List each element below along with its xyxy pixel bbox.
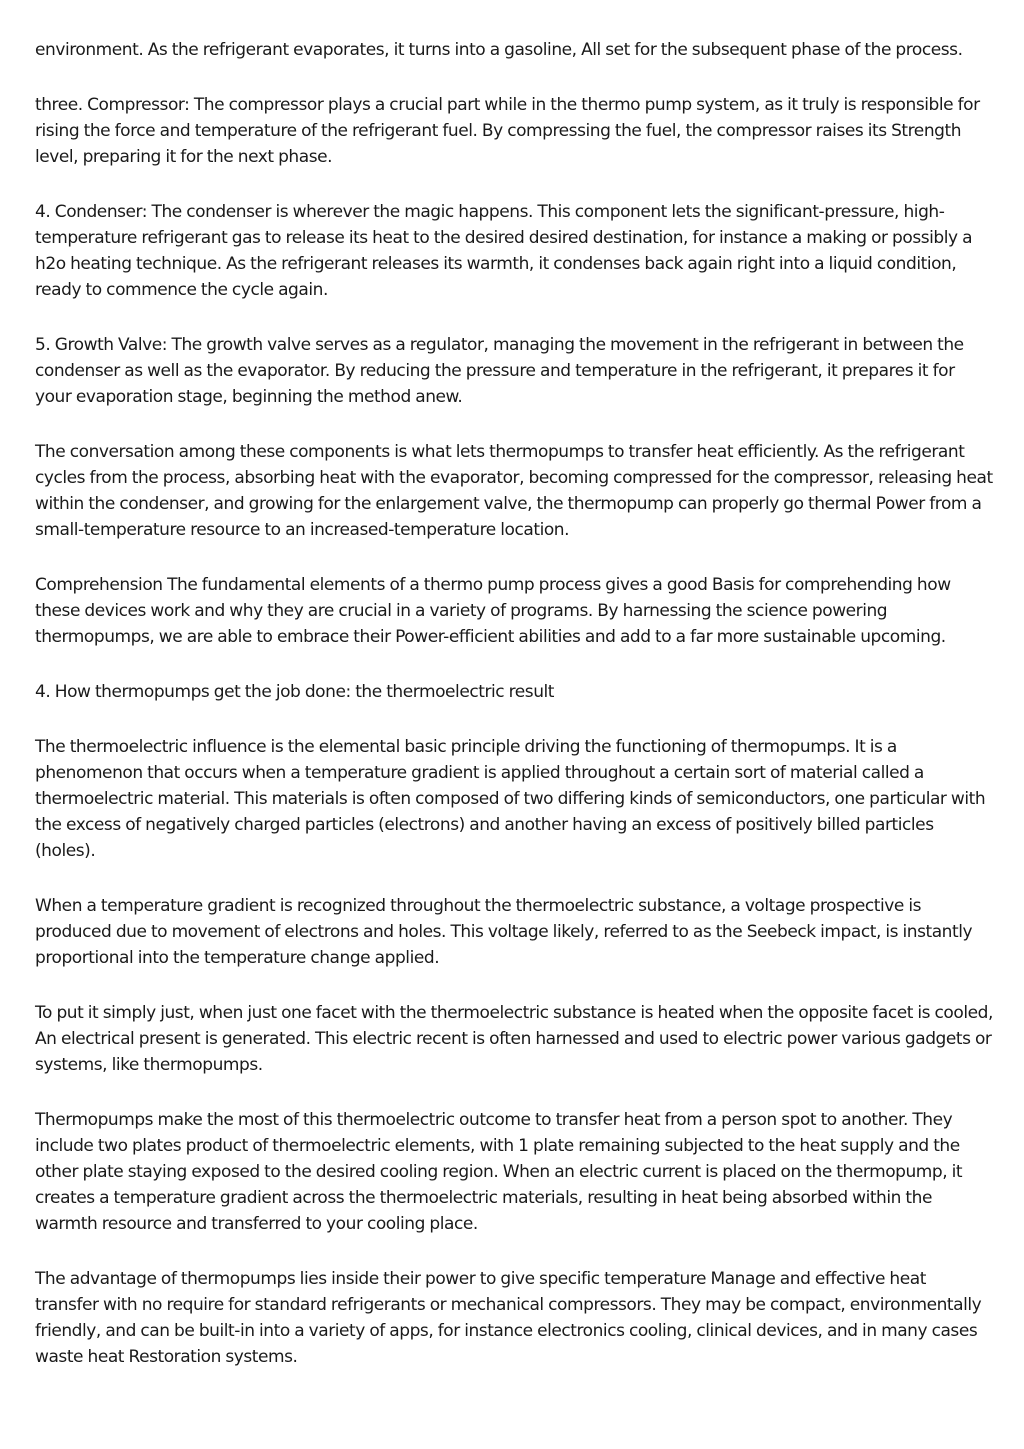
paragraph-simply-put: To put it simply just, when just one facet with the thermoelectric substance is heated when the opposite facet is cooled, An electrical present is generated. This electric recent is often harnessed and used to electric power various gadgets or systems, like thermopumps. xyxy=(35,1003,993,1075)
paragraph-thermopump-plates: Thermopumps make the most of this thermoelectric outcome to transfer heat from a person spot to another. They include two plates product of thermoelectric elements, with 1 plate remaining subjected to the heat supply and the other plate staying exposed to the desired cooling region. When an electric current is placed on the thermopump, it creates a temperature gradient across the thermoelectric materials, resulting in heat being absorbed within the warmth resource and transferred to your cooling place. xyxy=(35,1110,963,1234)
document-body xyxy=(35,37,993,1399)
paragraph-evaporator-end: environment. As the refrigerant evaporates, it turns into a gasoline, All set for the subsequent phase of the process. xyxy=(35,40,963,60)
paragraph-seebeck: When a temperature gradient is recognized throughout the thermoelectric substance, a voltage prospective is produced due to movement of electrons and holes. This voltage likely, referred to as the Seebeck impact, is instantly proportional into the temperature change applied. xyxy=(35,896,973,968)
paragraph-thermoelectric-influence: The thermoelectric influence is the elemental basic principle driving the functioning of thermopumps. It is a phenomenon that occurs when a temperature gradient is applied throughout a certain sort of material called a thermoelectric material. This materials is often composed of two differing kinds of semiconductors, one particular with the excess of negatively charged particles (electrons) and another having an excess of positively billed particles (holes). xyxy=(35,737,986,861)
paragraph-advantages: The advantage of thermopumps lies inside their power to give specific temperature Manage and effective heat transfer with no require for standard refrigerants or mechanical compressors. They may be compact, environmentally friendly, and can be built-in into a variety of apps, for instance electronics cooling, clinical devices, and in many cases waste heat Restoration systems. xyxy=(35,1269,982,1367)
section-heading-thermoelectric: 4. How thermopumps get the job done: the thermoelectric result xyxy=(35,682,555,702)
paragraph-condenser: 4. Condenser: The condenser is wherever the magic happens. This component lets the significant-pressure, high-temperature refrigerant gas to release its heat to the desired desired destination, for instance a making or possibly a h2o heating technique. As the refrigerant releases its warmth, it condenses back again right into a liquid condition, ready to commence the cycle again. xyxy=(35,202,973,300)
paragraph-comprehension: Comprehension The fundamental elements of a thermo pump process gives a good Basis for comprehending how these devices work and why they are crucial in a variety of programs. By harnessing the science powering thermopumps, we are able to embrace their Power-efficient abilities and add to a far more sustainable upcoming. xyxy=(35,575,951,647)
paragraph-compressor: three. Compressor: The compressor plays a crucial part while in the thermo pump system, as it truly is responsible for rising the force and temperature of the refrigerant fuel. By compressing the fuel, the compressor raises its Strength level, preparing it for the next phase. xyxy=(35,95,980,167)
paragraph-growth-valve: 5. Growth Valve: The growth valve serves as a regulator, managing the movement in the refrigerant in between the condenser as well as the evaporator. By reducing the pressure and temperature in the refrigerant, it prepares it for your evaporation stage, beginning the method anew. xyxy=(35,335,964,407)
paragraph-component-interaction: The conversation among these components is what lets thermopumps to transfer heat efficiently. As the refrigerant cycles from the process, absorbing heat with the evaporator, becoming compressed for the compressor, releasing heat within the condenser, and growing for the enlargement valve, the thermopump can properly go thermal Power from a small-temperature resource to an increased-temperature location. xyxy=(35,442,993,540)
